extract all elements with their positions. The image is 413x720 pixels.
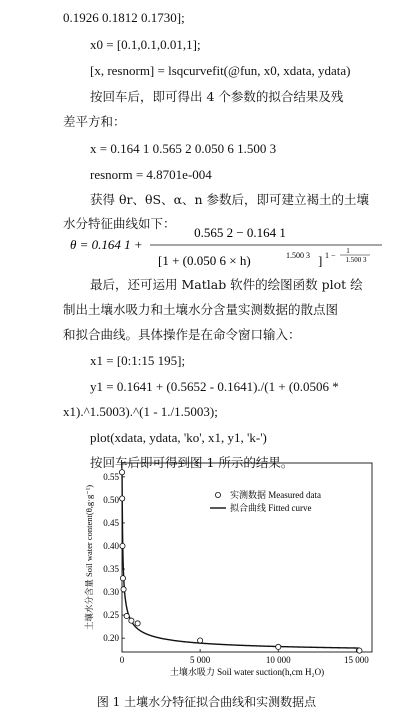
result-resnorm-line: resnorm = 4.8701e-004 [90,167,212,182]
x-tick-label: 15 000 [344,655,369,665]
paragraph-line-4: 水分特征曲线如下： [63,216,176,231]
legend-label-measured: 实测数据 Measured data [230,490,321,500]
measured-point [129,618,134,623]
equation-bracket-close: ] [318,253,323,268]
chart-legend [210,489,321,513]
measured-point [120,576,125,581]
y-axis-label: 土壤水分含量 Soil water content(θ,g·g⁻¹) [84,484,94,631]
equation-lhs: θ = 0.164 1 + [70,237,143,252]
y-tick-label: 0.45 [103,517,119,528]
y-tick-label: 0.25 [103,610,119,621]
measured-point [119,470,124,475]
x-tick-label: 0 [119,655,125,665]
code-line-5: y1 = 0.1641 + (0.5652 - 0.1641)./(1 + (0.0506 * [90,379,339,394]
paragraph-line-2: 差平方和： [63,114,126,129]
y-tick-label: 0.50 [103,494,119,505]
soil-water-chart [60,455,380,680]
code-line-3: [x, resnorm] = lsqcurvefit(@fun, x0, xdata, ydata) [90,63,351,78]
measured-point [357,648,362,653]
measured-point [276,644,281,649]
code-line-7: plot(xdata, ydata, 'ko', x1, y1, 'k-') [90,430,267,445]
paragraph-line-8: 按回车后即可得到图 1 所示的结果。 [90,455,294,470]
measured-point [124,613,129,618]
code-line-4: x1 = [0:1:15 195]; [90,353,186,368]
paragraph-line-1: 按回车后，即可得出 4 个参数的拟合结果及残 [90,89,344,104]
equation-denominator: [1 + (0.050 6 × h) [158,253,251,268]
paragraph-line-7: 和拟合曲线。具体操作是在命令窗口输入： [63,327,301,342]
x-axis-label: 土壤水吸力 Soil water suction(h,cm H₂O) [169,667,325,677]
equation-outer-exponent: 1 − [325,251,336,260]
x-tick-label: 10 000 [265,655,291,665]
legend-marker-measured [215,492,220,497]
equation-numerator: 0.565 2 − 0.164 1 [194,225,286,240]
result-x-line: x = 0.164 1 0.565 2 0.050 6 1.500 3 [90,141,277,156]
equation-outer-exp-numerator: 1 [346,247,350,255]
fitted-equation [70,221,410,271]
y-tick-label: 0.55 [103,471,119,482]
equation-outer-exp-denominator: 1.500 3 [345,256,367,264]
measured-point [198,638,203,643]
code-line-2: x0 = [0.1,0.1,0.01,1]; [90,37,201,52]
paragraph-line-6: 制出土壤水吸力和土壤水分含量实测数据的散点图 [63,302,339,317]
legend-label-fitted: 拟合曲线 Fitted curve [230,503,312,513]
y-tick-label: 0.40 [103,540,119,551]
y-tick-label: 0.30 [103,587,119,598]
measured-point [120,496,125,501]
measured-point [135,621,140,626]
measured-point [120,543,125,548]
x-tick-label: 5 000 [190,655,211,665]
y-tick-label: 0.35 [103,564,119,575]
y-tick-label: 0.20 [103,633,119,644]
measured-point [121,587,126,592]
figure-caption: 图 1 土壤水分特征拟合曲线和实测数据点 [96,695,317,709]
code-line-1: 0.1926 0.1812 0.1730]; [63,10,185,25]
equation-inner-exponent: 1.500 3 [286,251,310,260]
paragraph-line-3: 获得 θr、θS、α、n 参数后，即可建立褐土的土壤 [90,192,370,207]
paragraph-line-5: 最后，还可运用 Matlab 软件的绘图函数 plot 绘 [90,277,363,292]
code-line-6: x1).^1.5003).^(1 - 1./1.5003); [63,404,218,419]
